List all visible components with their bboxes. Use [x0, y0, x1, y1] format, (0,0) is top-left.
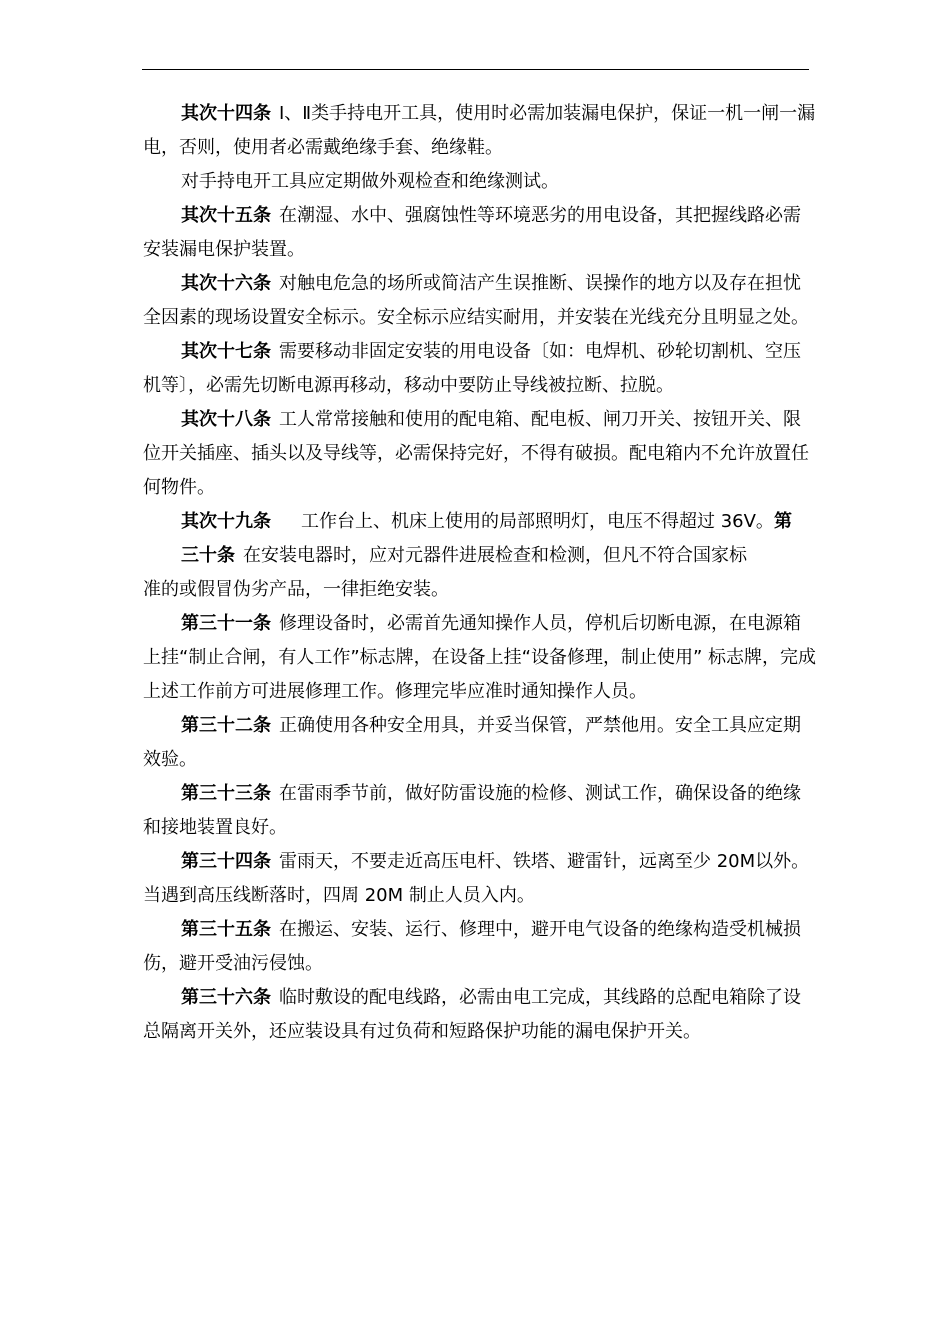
article-text: 在潮湿、水中、强腐蚀性等环境恶劣的用电设备，其把握线路必需安装漏电保护装置。 — [143, 205, 801, 260]
article-34 — [143, 845, 817, 913]
article-text: 雷雨天，不要走近高压电杆、铁塔、避雷针，远离至少 20M以外。当遇到高压线断落时，四周 20M 制止人员入内。 — [143, 851, 810, 906]
article-35 — [143, 913, 817, 981]
article-number: 第三十三条 — [181, 783, 271, 804]
article-number: 其次十六条 — [181, 273, 271, 294]
article-number: 第三十四条 — [181, 851, 271, 872]
article-36 — [143, 981, 817, 1049]
article-25 — [143, 199, 817, 267]
article-number: 其次十七条 — [181, 341, 271, 362]
article-number: 其次十八条 — [181, 409, 271, 430]
article-28 — [143, 403, 817, 505]
header-rule — [142, 69, 809, 70]
article-text-line1: 在安装电器时，应对元器件进展检查和检测，但凡不符合国家标 — [243, 545, 747, 566]
article-number: 其次十五条 — [181, 205, 271, 226]
article-text: Ⅰ、Ⅱ类手持电开工具，使用时必需加装漏电保护，保证一机一闸一漏电，否则，使用者必需戴绝缘手套、绝缘鞋。 — [143, 103, 816, 158]
article-text: 修理设备时，必需首先通知操作人员，停机后切断电源，在电源箱上挂“制止合闸，有人工作”标志牌，在设备上挂“设备修理，制止使用” 标志牌，完成上述工作前方可进展修理工作。修理完毕应准时通知操作人员。 — [143, 613, 817, 702]
article-text: 在搬运、安装、运行、修理中，避开电气设备的绝缘构造受机械损伤，避开受油污侵蚀。 — [143, 919, 801, 974]
article-29 — [143, 505, 817, 539]
article-27 — [143, 335, 817, 403]
article-30-number-part: 第 — [773, 511, 792, 532]
article-33 — [143, 777, 817, 845]
article-26 — [143, 267, 817, 335]
article-text: 工人常常接触和使用的配电箱、配电板、闸刀开关、按钮开关、限位开关插座、插头以及导线等，必需保持完好，不得有破损。配电箱内不允许放置任何物件。 — [143, 409, 809, 498]
article-24-note — [143, 165, 817, 199]
article-24 — [143, 97, 817, 165]
article-text-line2: 准的或假冒伪劣产品，一律拒绝安装。 — [143, 579, 449, 600]
article-number: 第三十一条 — [181, 613, 271, 634]
article-text: 在雷雨季节前，做好防雷设施的检修、测试工作，确保设备的绝缘和接地装置良好。 — [143, 783, 801, 838]
article-number: 第三十五条 — [181, 919, 271, 940]
article-number: 三十条 — [181, 545, 235, 566]
document-body — [143, 97, 817, 1049]
article-text: 对触电危急的场所或简洁产生误推断、误操作的地方以及存在担忧全因素的现场设置安全标示。安全标示应结实耐用，并安装在光线充分且明显之处。 — [143, 273, 809, 328]
article-text: 临时敷设的配电线路，必需由电工完成，其线路的总配电箱除了设总隔离开关外，还应装设具有过负荷和短路保护功能的漏电保护开关。 — [143, 987, 801, 1042]
article-text: 对手持电开工具应定期做外观检查和绝缘测试。 — [181, 171, 559, 192]
article-31 — [143, 607, 817, 709]
article-text: 工作台上、机床上使用的局部照明灯，电压不得超过 36V。 — [301, 511, 774, 532]
article-30-cont — [143, 573, 817, 607]
article-text: 正确使用各种安全用具，并妥当保管，严禁他用。安全工具应定期效验。 — [143, 715, 801, 770]
article-number: 第三十二条 — [181, 715, 271, 736]
article-text: 需要移动非固定安装的用电设备〔如：电焊机、砂轮切割机、空压机等〕，必需先切断电源再移动，移动中要防止导线被拉断、拉脱。 — [143, 341, 801, 396]
article-number: 其次十九条 — [181, 511, 271, 532]
article-number: 第三十六条 — [181, 987, 271, 1008]
article-30 — [143, 539, 817, 573]
article-32 — [143, 709, 817, 777]
article-number: 其次十四条 — [181, 103, 271, 124]
